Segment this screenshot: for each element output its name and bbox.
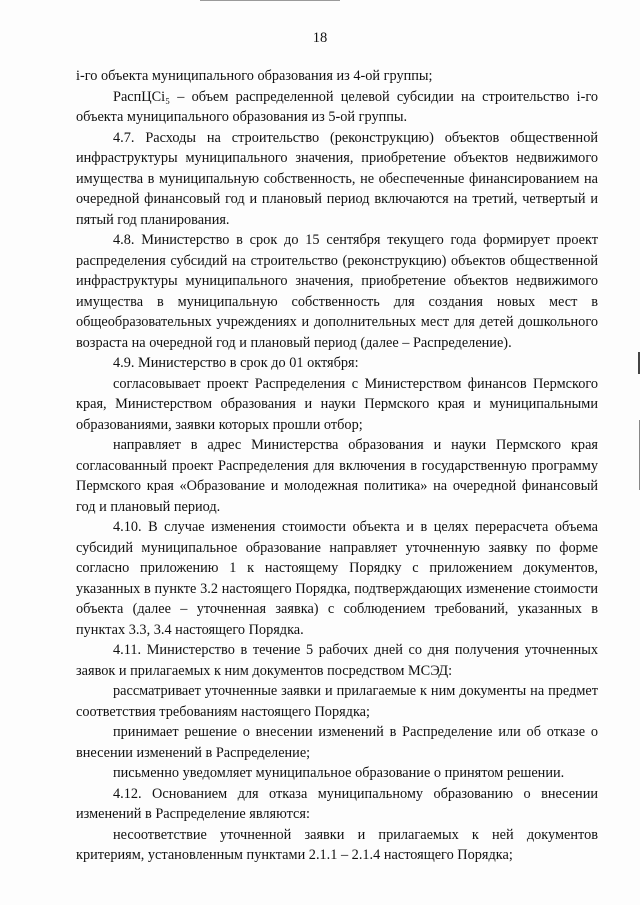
paragraph: 4.9. Министерство в срок до 01 октября:	[113, 355, 359, 371]
paragraph: рассматривает уточненные заявки и прилагаемые к ним документы на предмет соответствия требованиям настоящего Порядка;	[76, 683, 598, 720]
scan-artifact-top	[200, 0, 340, 1]
paragraph: 4.8. Министерство в срок до 15 сентября текущего года формирует проект распределения субсидий на строительство (реконструкцию) объектов общественной инфраструктуры муниципального значения, приобретение объектов недвижимого имущества в муниципальную собственность для создания новых мест в общеобразовательных учреждениях и дополнительных мест для детей дошкольного возраста на очередной год и плановый период (далее – Распределение).	[76, 232, 598, 351]
page-number: 18	[312, 30, 328, 46]
paragraph: 4.7. Расходы на строительство (реконструкцию) объектов общественной инфраструктуры муниципального значения, приобретение объектов недвижимого имущества в муниципальную собственность, не обеспеченные финансированием на очередной финансовый год и плановый период включаются на третий, четвертый и пятый год планирования.	[76, 129, 598, 228]
paragraph: 4.10. В случае изменения стоимости объекта и в целях перерасчета объема субсидий муниципальное образование направляет уточненную заявку по форме согласно приложению 1 к настоящему Порядку с приложением документов, указанных в пункте 3.2 настоящего Порядка, подтверждающих изменение стоимости объекта (далее – уточненная заявка) с соблюдением требований, указанных в пунктах 3.3, 3.4 настоящего Порядка.	[76, 519, 598, 638]
paragraph: письменно уведомляет муниципальное образование о принятом решении.	[113, 765, 565, 781]
paragraph: принимает решение о внесении изменений в Распределение или об отказе о внесении изменений в Распределение;	[76, 724, 598, 761]
document-body	[76, 66, 598, 866]
paragraph: направляет в адрес Министерства образования и науки Пермского края согласованный проект Распределения для включения в государственную программу Пермского края «Образование и молодежная политика» на очередной финансовый год и плановый период.	[76, 437, 598, 515]
paragraph: i-го объекта муниципального образования из 4-ой группы;	[76, 68, 433, 84]
paragraph: 4.11. Министерство в течение 5 рабочих дней со дня получения уточненных заявок и прилагаемых к ним документов посредством МСЭД:	[76, 642, 598, 679]
paragraph: согласовывает проект Распределения с Министерством финансов Пермского края, Министерством образования и науки Пермского края и муниципальными образованиями, заявки которых прошли отбор;	[76, 375, 598, 433]
paragraph: 4.12. Основанием для отказа муниципальному образованию о внесении изменений в Распределение являются:	[76, 785, 598, 822]
paragraph: несоответствие уточненной заявки и прилагаемых к ней документов критериям, установленным пунктами 2.1.1 – 2.1.4 настоящего Порядка;	[76, 826, 598, 863]
paragraph: РаспЦСi₅ – объем распределенной целевой субсидии на строительство i-го объекта муниципального образования из 5-ой группы.	[76, 88, 598, 125]
